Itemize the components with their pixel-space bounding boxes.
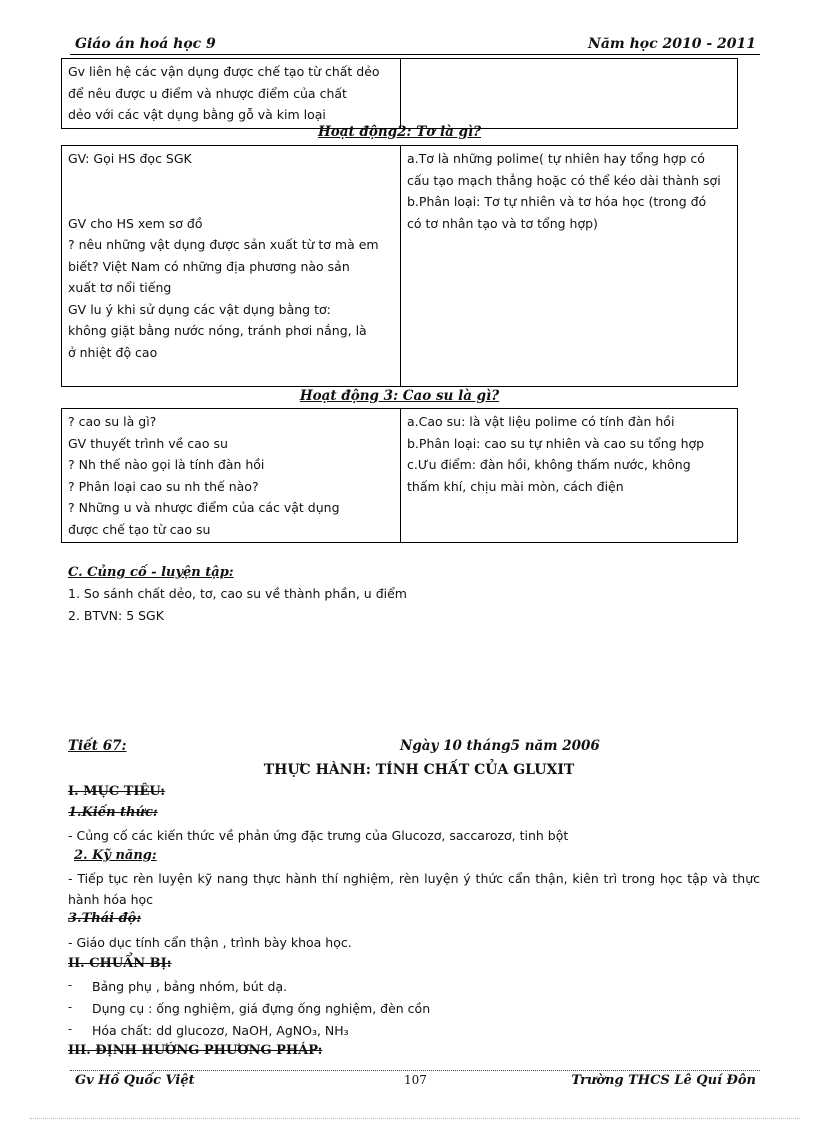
cell-line: ? Nh thế nào gọi là tính đàn hồi	[68, 457, 265, 472]
table-row	[62, 409, 738, 543]
left-cell	[62, 146, 401, 387]
cell-line: ? nêu những vật dụng được sản xuất từ tơ mà em	[68, 237, 379, 252]
header-right: Năm học 2010 - 2011	[588, 36, 756, 52]
cell-line: để nêu được u điểm và nhược điểm của chất	[68, 85, 347, 101]
left-cell	[62, 59, 401, 129]
activity2-table	[61, 145, 738, 387]
cell-line: a.Tơ là những polime( tự nhiên hay tổng hợp có	[407, 151, 705, 166]
activity2-title: Hoạt động2: Tơ là gì?	[317, 124, 482, 140]
left-cell	[62, 409, 401, 543]
skills-heading: 2. Kỹ năng:	[74, 848, 157, 863]
continuation-table	[61, 58, 738, 129]
cell-line: ở nhiệt độ cao	[68, 344, 158, 360]
cell-line: b.Phân loại: Tơ tự nhiên và tơ hóa học (trong đó	[407, 194, 707, 209]
method-heading: III. ĐỊNH HƯỚNG PHƯƠNG PHÁP:	[68, 1043, 323, 1058]
cell-line	[68, 170, 394, 192]
cell-line: xuất tơ nổi tiếng	[68, 280, 172, 295]
right-cell	[401, 146, 738, 387]
cell-line: GV lu ý khi sử dụng các vật dụng bằng tơ:	[68, 301, 331, 317]
consolidation-item: 1. So sánh chất dẻo, tơ, cao su về thành phần, u điểm	[68, 586, 407, 601]
table-row	[62, 146, 738, 387]
cell-line: có tơ nhân tạo và tơ tổng hợp)	[407, 215, 598, 231]
right-cell	[401, 59, 738, 129]
page-number: 107	[404, 1073, 427, 1087]
prep-item: Dụng cụ : ống nghiệm, giá đựng ống nghiệm, đèn cồn	[92, 1001, 431, 1016]
cell-line: GV: Gọi HS đọc SGK	[68, 151, 192, 166]
prep-item: Hóa chất: dd glucozơ, NaOH, AgNO₃, NH₃	[92, 1023, 349, 1038]
footer-divider	[70, 1070, 760, 1071]
knowledge-heading: 1.Kiến thức:	[68, 805, 158, 820]
footer-school: Trường THCS Lê Quí Đôn	[571, 1073, 756, 1088]
cell-line: được chế tạo từ cao su	[68, 521, 211, 537]
cell-line: GV thuyết trình về cao su	[68, 435, 228, 451]
objectives-heading: I. MỤC TIÊU:	[68, 784, 166, 799]
bullet-marker: -	[68, 1022, 73, 1036]
bullet-marker: -	[68, 978, 73, 992]
cell-line: biết? Việt Nam có những địa phương nào sản	[68, 258, 350, 274]
cell-line: ? Phân loại cao su nh thế nào?	[68, 478, 259, 494]
cell-line: cấu tạo mạch thẳng hoặc có thể kéo dài thành sợi	[407, 172, 721, 188]
page-edge	[30, 1118, 800, 1119]
consolidation-item: 2. BTVN: 5 SGK	[68, 608, 164, 623]
cell-line: thấm khí, chịu mài mòn, cách điện	[407, 478, 624, 494]
cell-line: GV cho HS xem sơ đồ	[68, 215, 203, 231]
bullet-marker: -	[68, 1000, 73, 1014]
header-divider	[70, 54, 760, 55]
knowledge-text: - Củng cố các kiến thức về phản ứng đặc trưng của Glucozơ, saccarozơ, tinh bột	[68, 828, 569, 843]
cell-line	[68, 191, 394, 213]
prep-item: Bảng phụ , bảng nhóm, bút dạ.	[92, 979, 288, 994]
skills-text: - Tiếp tục rèn luyện kỹ nang thực hành thí nghiệm, rèn luyện ý thức cẩn thận, kiên trì trong học tập và thực hành hóa học	[68, 871, 760, 907]
cell-line: a.Cao su: là vật liệu polime có tính đàn hồi	[407, 414, 675, 429]
attitude-text: - Giáo dục tính cẩn thận , trình bày khoa học.	[68, 935, 352, 950]
right-cell	[401, 409, 738, 543]
cell-line: không giặt bằng nước nóng, tránh phơi nắng, là	[68, 323, 367, 338]
cell-line: b.Phân loại: cao su tự nhiên và cao su tổng hợp	[407, 435, 705, 451]
lesson-title: THỰC HÀNH: TÍNH CHẤT CỦA GLUXIT	[263, 762, 575, 778]
cell-line: ? cao su là gì?	[68, 414, 157, 429]
cell-line: c.Ưu điểm: đàn hồi, không thấm nước, không	[407, 457, 691, 472]
activity3-table	[61, 408, 738, 543]
attitude-heading: 3.Thái độ:	[68, 911, 142, 926]
prep-heading: II. CHUẨN BỊ:	[68, 956, 172, 971]
activity3-title: Hoạt động 3: Cao su là gì?	[299, 388, 500, 404]
footer-author: Gv Hồ Quốc Việt	[75, 1073, 195, 1088]
header-left: Giáo án hoá học 9	[75, 36, 216, 52]
cell-line: ? Những u và nhược điểm của các vật dụng	[68, 500, 340, 515]
period-label: Tiết 67:	[68, 738, 127, 754]
cell-line: Gv liên hệ các vận dụng được chế tạo từ chất dẻo	[68, 64, 380, 79]
table-row	[62, 59, 738, 129]
cell-line: dẻo với các vật dụng bằng gỗ và kim loại	[68, 107, 326, 122]
lesson-date: Ngày 10 tháng5 năm 2006	[400, 738, 600, 754]
consolidation-title: C. Củng cố - luyện tập:	[68, 565, 234, 580]
